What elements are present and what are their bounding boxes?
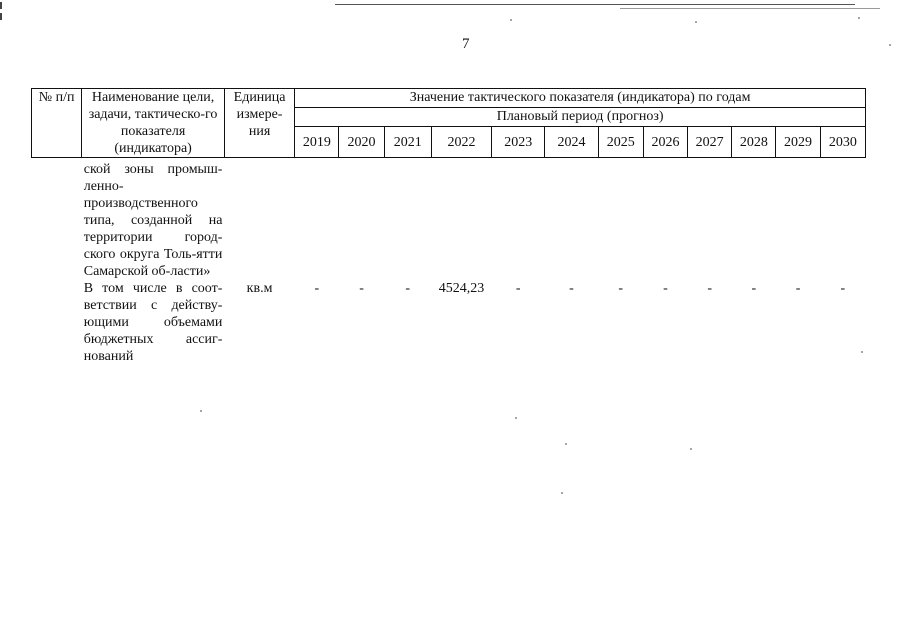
header-name: Наименование цели, задачи, тактическо-го показателя (индикатора) <box>82 89 225 158</box>
header-year: 2024 <box>545 127 598 158</box>
header-year: 2028 <box>732 127 776 158</box>
row-unit: кв.м <box>246 281 273 296</box>
row-value <box>384 158 431 281</box>
header-forecast-period: Плановый период (прогноз) <box>295 108 866 127</box>
row-value <box>545 158 598 281</box>
top-edge-rule-short <box>620 8 880 9</box>
row-value <box>732 158 776 281</box>
row-value <box>295 158 339 281</box>
header-number: № п/п <box>32 89 82 158</box>
header-year: 2022 <box>431 127 491 158</box>
row-value: - <box>618 281 624 296</box>
row-value: 4524,23 <box>438 281 485 296</box>
row-number <box>32 158 82 281</box>
row-value <box>431 158 491 281</box>
scan-speck <box>690 448 692 450</box>
header-year: 2026 <box>643 127 687 158</box>
scan-speck <box>565 443 567 445</box>
row-value: - <box>405 281 411 296</box>
table-body <box>32 158 866 366</box>
row-value <box>820 158 865 281</box>
row-description: ской зоны промыш-ленно-производственного типа, созданной на территории город-ского округа Толь-ятти Самарской об-ласти» <box>83 162 223 279</box>
header-year: 2019 <box>295 127 339 158</box>
scan-speck <box>510 19 512 21</box>
header-year: 2029 <box>776 127 820 158</box>
row-value <box>688 158 732 281</box>
row-value: - <box>751 281 757 296</box>
top-edge-rule <box>335 4 855 5</box>
left-edge-mark <box>0 13 2 20</box>
scan-speck <box>200 410 202 412</box>
scan-speck <box>515 417 517 419</box>
table-header <box>32 89 866 158</box>
row-value: - <box>515 281 521 296</box>
header-year: 2023 <box>492 127 545 158</box>
row-value <box>643 158 687 281</box>
header-values-group: Значение тактического показателя (индикатора) по годам <box>295 89 866 108</box>
row-value: - <box>314 281 320 296</box>
row-value: - <box>663 281 668 296</box>
header-year: 2030 <box>820 127 865 158</box>
table-row <box>32 158 866 281</box>
scan-speck <box>889 44 891 46</box>
scan-speck <box>561 492 563 494</box>
header-year: 2021 <box>384 127 431 158</box>
row-value <box>339 158 384 281</box>
row-value: - <box>840 281 846 296</box>
row-value: - <box>707 281 712 296</box>
scan-speck <box>695 21 697 23</box>
left-edge-mark <box>0 2 2 9</box>
row-value <box>776 158 820 281</box>
row-value <box>598 158 643 281</box>
header-year: 2025 <box>598 127 643 158</box>
table-row <box>32 280 866 365</box>
row-number <box>32 280 82 365</box>
row-description: В том числе в соот-ветствии с действу-ющими объемами бюджетных ассиг-нований <box>83 281 223 364</box>
row-value: - <box>569 281 574 296</box>
header-year: 2020 <box>339 127 384 158</box>
page-number: 7 <box>462 36 470 52</box>
header-unit: Единица измере-ния <box>224 89 294 158</box>
header-year: 2027 <box>688 127 732 158</box>
row-value: - <box>795 281 801 296</box>
indicator-table <box>31 88 866 365</box>
row-value: - <box>359 281 364 296</box>
scan-speck <box>858 17 860 19</box>
row-unit <box>224 158 294 281</box>
row-value <box>492 158 545 281</box>
